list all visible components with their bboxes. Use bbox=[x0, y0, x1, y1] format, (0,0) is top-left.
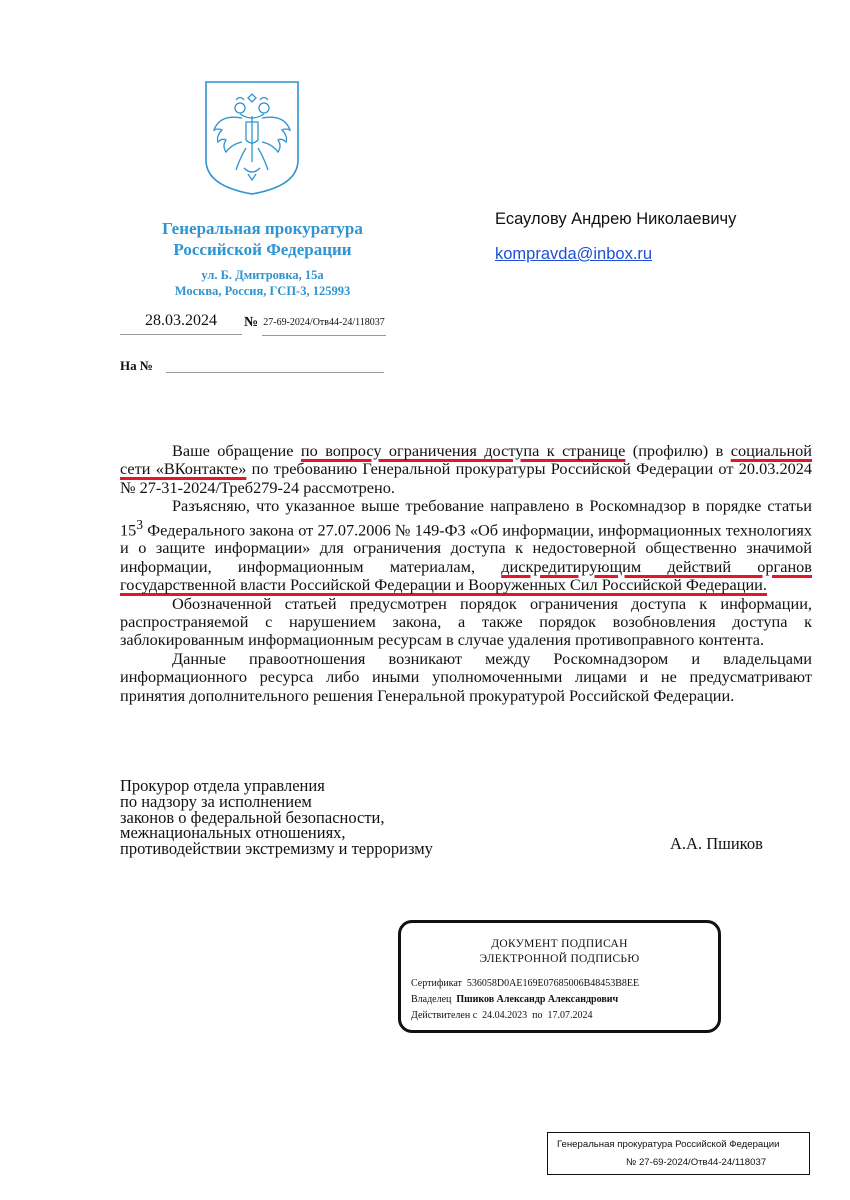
signer-title-line: межнациональных отношениях, bbox=[120, 823, 346, 843]
body-paragraph-3: Обозначенной статьей предусмотрен порядок ограничения доступа к информации, распространяемой с нарушением закона, а также порядок возобновления доступа к заблокированным информационным ресурсам в случае удаления противоправного контента. bbox=[120, 593, 812, 650]
stamp-title-line: ДОКУМЕНТ ПОДПИСАН bbox=[491, 938, 628, 950]
valid-from-label: Действителен с bbox=[411, 1010, 478, 1021]
org-name-line: Российской Федерации bbox=[173, 240, 352, 259]
stamp-owner bbox=[411, 994, 618, 1005]
double-headed-eagle-icon bbox=[202, 78, 302, 198]
number-sign: № bbox=[244, 315, 259, 330]
certificate-label: Сертификат bbox=[411, 978, 462, 989]
text-fragment: (профилю) в bbox=[625, 441, 731, 460]
coat-of-arms-emblem bbox=[202, 78, 302, 198]
org-address bbox=[120, 268, 405, 299]
signer-name: А.А. Пшиков bbox=[670, 834, 763, 853]
reference-number-label: На № bbox=[120, 358, 153, 373]
org-name bbox=[120, 218, 405, 260]
valid-to-label: по bbox=[532, 1010, 543, 1021]
stamp-title bbox=[401, 937, 718, 967]
signer-title-line: Прокурор отдела управления bbox=[120, 776, 325, 795]
highlighted-text: дискредитирующим действий органов государственной власти Российской Федерации и Вооруженных Сил Российской Федерации. bbox=[120, 556, 812, 595]
text-fragment: Ваше обращение bbox=[172, 441, 301, 460]
owner-value: Пшиков Александр Александрович bbox=[456, 994, 619, 1005]
recipient-name: Есаулову Андрею Николаевичу bbox=[495, 210, 737, 228]
footer-org: Генеральная прокуратура Российской Федерации bbox=[557, 1139, 780, 1150]
valid-from-date: 24.04.2023 bbox=[482, 1010, 528, 1021]
certificate-value: 536058D0AE169E07685006B48453B8EE bbox=[466, 978, 640, 989]
letter-body bbox=[120, 442, 812, 705]
address-line: Москва, Россия, ГСП-3, 125993 bbox=[174, 283, 351, 298]
signer-title-line: законов о федеральной безопасности, bbox=[120, 807, 385, 827]
body-paragraph-2 bbox=[120, 497, 812, 594]
footer-registration-box bbox=[547, 1132, 810, 1175]
text-fragment: по требованию Генеральной прокуратуры Российской Федерации от 20.03.2024 № 27-31-2024/Треб279-24 рассмотрено. bbox=[120, 459, 813, 497]
outgoing-number: 27-69-2024/Отв44-24/118037 bbox=[262, 317, 386, 336]
address-line: ул. Б. Дмитровка, 15а bbox=[201, 268, 324, 282]
text-fragment: Федерального закона от 27.07.2006 № 149-ФЗ «Об информации, информационных технологиях и о защите информации» для ограничения доступа к недостоверной общественно значимой информации, информационным материалам, bbox=[120, 520, 812, 576]
org-name-line: Генеральная прокуратура bbox=[162, 219, 363, 238]
signer-title-line: противодействии экстремизму и терроризму bbox=[120, 839, 433, 859]
body-paragraph-4: Данные правоотношения возникают между Роскомнадзором и владельцами информационного ресурса либо иными уполномоченными лицами и не предусматривают принятия дополнительного решения Генеральной прокуратурой Российской Федерации. bbox=[120, 648, 812, 705]
stamp-validity bbox=[411, 1010, 593, 1021]
superscript: 3 bbox=[136, 516, 144, 532]
footer-number: № 27-69-2024/Отв44-24/118037 bbox=[626, 1157, 767, 1168]
highlighted-text: социальной сети «ВКонтакте» bbox=[120, 441, 813, 479]
signer-title-line: по надзору за исполнением bbox=[120, 791, 312, 811]
electronic-signature-stamp bbox=[398, 920, 721, 1033]
recipient-email-link[interactable]: kompravda@inbox.ru bbox=[495, 245, 653, 263]
highlighted-text: по вопросу ограничения доступа к странице bbox=[300, 441, 626, 460]
text-fragment: Разъясняю, что указанное выше требование направлено в Роскомнадзор в порядке статьи 15 bbox=[120, 496, 812, 540]
stamp-certificate bbox=[411, 978, 639, 989]
owner-label: Владелец bbox=[411, 994, 452, 1005]
reference-number-line bbox=[166, 372, 384, 373]
signer-title bbox=[120, 778, 433, 857]
stamp-title-line: ЭЛЕКТРОННОЙ ПОДПИСЬЮ bbox=[479, 953, 640, 965]
body-paragraph-1 bbox=[120, 442, 812, 497]
letter-date: 28.03.2024 bbox=[120, 312, 242, 335]
valid-to-date: 17.07.2024 bbox=[547, 1010, 593, 1021]
